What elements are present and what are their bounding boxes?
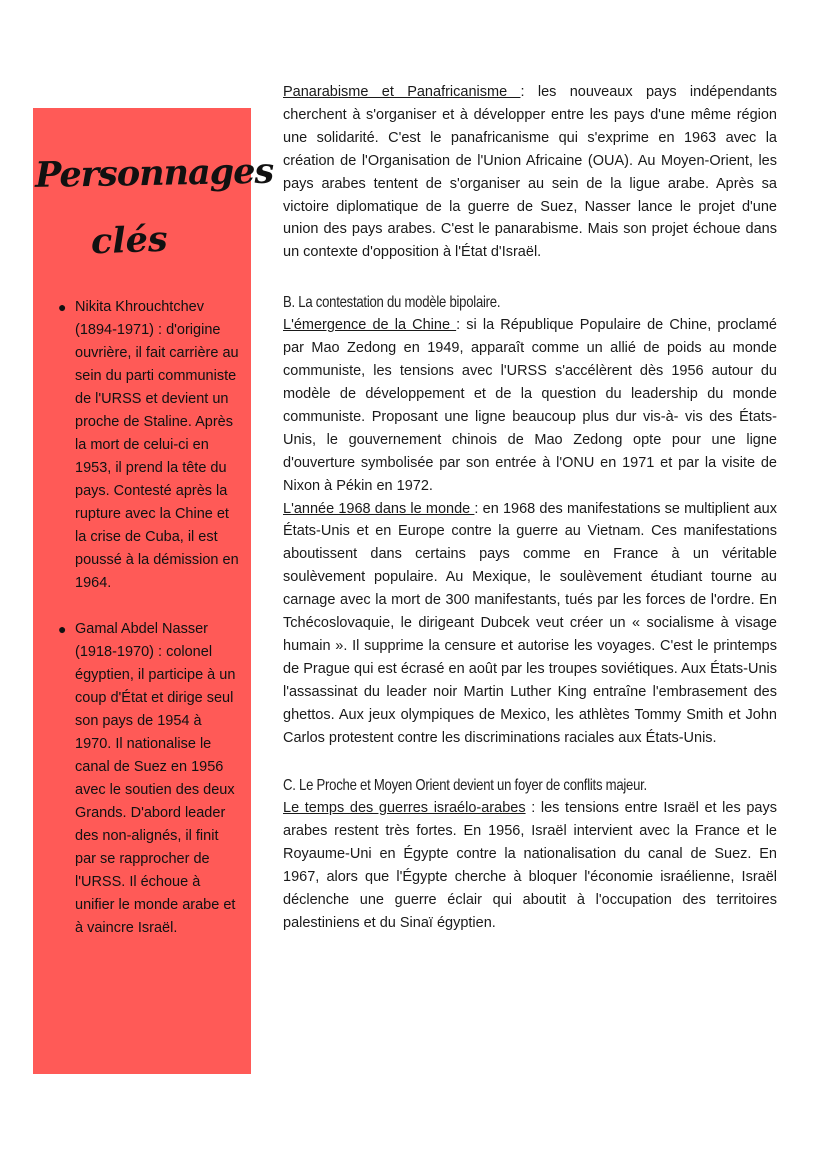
sidebar-title-line1: Personnages — [34, 150, 274, 196]
paragraph-text: : les nouveaux pays indépendants cherchent à s'organiser et à développer entre les pays d'une même région une solidarité. C'est le panafricanisme qui s'exprime en 1963 avec la création de l'Organisation de l'Union Africaine (OUA). Au Moyen-Orient, les pays arabes tentent de s'organiser au sein de la ligue arabe. Après sa victoire diplomatique de la guerre de Suez, Nasser lance le projet d'une union des pays arabes. C'est le panarabisme. Mais son projet échoue dans un contexte d'opposition à l'État d'Israël. — [283, 84, 777, 261]
section-heading-c: C. Le Proche et Moyen Orient devient un foyer de conflits majeur. — [283, 777, 647, 795]
key-figures-list — [33, 296, 251, 940]
section-heading-b: B. La contestation du modèle bipolaire. — [283, 294, 501, 312]
key-figure-text: Gamal Abdel Nasser (1918-1970) : colonel égyptien, il participe à un coup d'État et dirige seul son pays de 1954 à 1970. Il nationalise le canal de Suez en 1956 avec le soutien des deux Grands. D'abord leader des non-alignés, il finit par se rapprocher de l'URSS. Il échoue à unifier le monde arabe et à vaincre Israël. — [75, 621, 236, 936]
paragraph-text: : si la République Populaire de Chine, proclamé par Mao Zedong en 1949, apparaît comme un allié de poids au monde communiste, les tensions avec l'URSS s'accélèrent dès 1956 autour du modèle de développement et de la question du leadership du monde communiste. Proposant une ligne beaucoup plus dur vis-à- vis des États-Unis, le gouvernement chinois de Mao Zedong opte pour une ligne d'ouverture symbolisée par son entrée à l'ONU en 1971 et par la visite de Nixon à Pékin en 1972. — [283, 317, 777, 494]
bullet-icon: ● — [58, 621, 67, 637]
paragraph-guerres-israelo-arabes — [283, 797, 777, 934]
sidebar-title-line2: clés — [90, 218, 169, 263]
paragraph-label: L'émergence de la Chine — [283, 317, 457, 334]
paragraph-text: : les tensions entre Israël et les pays arabes restent très fortes. En 1956, Israël intervient avec la France et le Royaume-Uni en Égypte contre la nationalisation du canal de Suez. En 1967, alors que l'Égypte cherche à bloquer l'économie israélienne, Israël déclenche une guerre éclair qui aboutit à l'occupation des territoires palestiniens et du Sinaï égyptien. — [283, 800, 777, 931]
paragraph-chine — [283, 314, 777, 497]
paragraph-panarabisme — [283, 81, 777, 264]
paragraph-label: Le temps des guerres israélo-arabes — [283, 800, 526, 817]
paragraph-1968 — [283, 498, 777, 750]
bullet-icon: ● — [58, 299, 67, 315]
key-figures-sidebar — [33, 108, 274, 1074]
key-figure-nasser — [58, 618, 241, 940]
key-figure-text: Nikita Khrouchtchev (1894-1971) : d'origine ouvrière, il fait carrière au sein du parti communiste de l'URSS et devient un proche de Staline. Après la mort de celui-ci en 1953, il prend la tête du pays. Contesté après la rupture avec la Chine et la crise de Cuba, il est poussé à la démission en 1964. — [75, 299, 239, 591]
paragraph-label: Panarabisme et Panafricanisme — [283, 84, 521, 100]
paragraph-text: : en 1968 des manifestations se multiplient aux États-Unis et en Europe contre la guerre au Vietnam. Ces manifestations aboutissent dans certains pays comme en France à un véritable soulèvement populaire. Au Mexique, le soulèvement étudiant tourne au carnage avec la mort de 300 manifestants, tués par les forces de l'ordre. En Tchécoslovaquie, le dirigeant Dubcek veut créer un « socialisme à visage humain ». Il supprime la censure et autorise les voyages. C'est le printemps de Prague qui est écrasé en août par les troupes soviétiques. Aux États-Unis l'assassinat du leader noir Martin Luther King entraîne l'embrasement des ghettos. Aux jeux olympiques de Mexico, les athlètes Tommy Smith et John Carlos protestent contre les discriminations raciales aux États-Unis. — [283, 500, 777, 746]
key-figure-khrouchtchev — [58, 296, 241, 595]
main-text — [283, 81, 777, 935]
paragraph-label: L'année 1968 dans le monde — [283, 500, 475, 517]
